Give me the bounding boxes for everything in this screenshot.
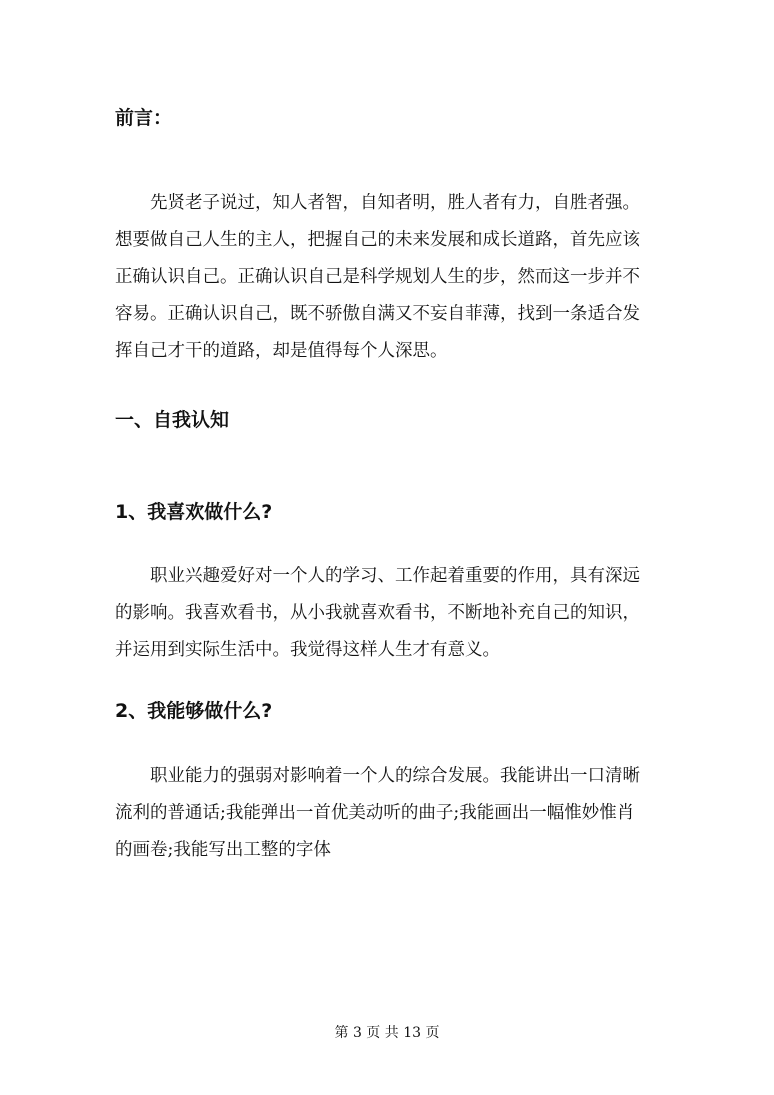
- preface-line: 想要做自己人生的主人，把握自己的未来发展和成长道路，首先应该: [115, 230, 640, 250]
- abilities-line: 的画卷;我能写出工整的字体: [115, 840, 331, 860]
- preface-line: 容易。正确认识自己，既不骄傲自满又不妄自菲薄，找到一条适合发: [115, 304, 640, 324]
- likes-line: 并运用到实际生活中。我觉得这样人生才有意义。: [115, 640, 500, 660]
- abilities-line: 职业能力的强弱对影响着一个人的综合发展。我能讲出一口清晰: [150, 766, 640, 786]
- abilities-paragraph: [115, 758, 655, 869]
- abilities-line: 流利的普通话;我能弹出一首优美动听的曲子;我能画出一幅惟妙惟肖: [115, 803, 635, 823]
- preface-paragraph: [115, 185, 655, 370]
- likes-line: 的影响。我喜欢看书，从小我就喜欢看书，不断地补充自己的知识，: [115, 603, 640, 623]
- preface-line: 正确认识自己。正确认识自己是科学规划人生的步，然而这一步并不: [115, 267, 640, 287]
- preface-line: 挥自己才干的道路，却是值得每个人深思。: [115, 341, 448, 361]
- section-heading-self-awareness: 一、自我认知: [115, 409, 230, 431]
- page-number-footer: 第 3 页 共 13 页: [334, 1025, 440, 1041]
- likes-line: 职业兴趣爱好对一个人的学习、工作起着重要的作用，具有深远: [150, 566, 640, 586]
- preface-line: 先贤老子说过，知人者智，自知者明，胜人者有力，自胜者强。: [150, 193, 640, 213]
- question-heading-abilities: 2、我能够做什么?: [115, 700, 273, 722]
- question-heading-likes: 1、我喜欢做什么?: [115, 501, 273, 523]
- preface-heading: 前言：: [115, 107, 173, 129]
- likes-paragraph: [115, 558, 655, 669]
